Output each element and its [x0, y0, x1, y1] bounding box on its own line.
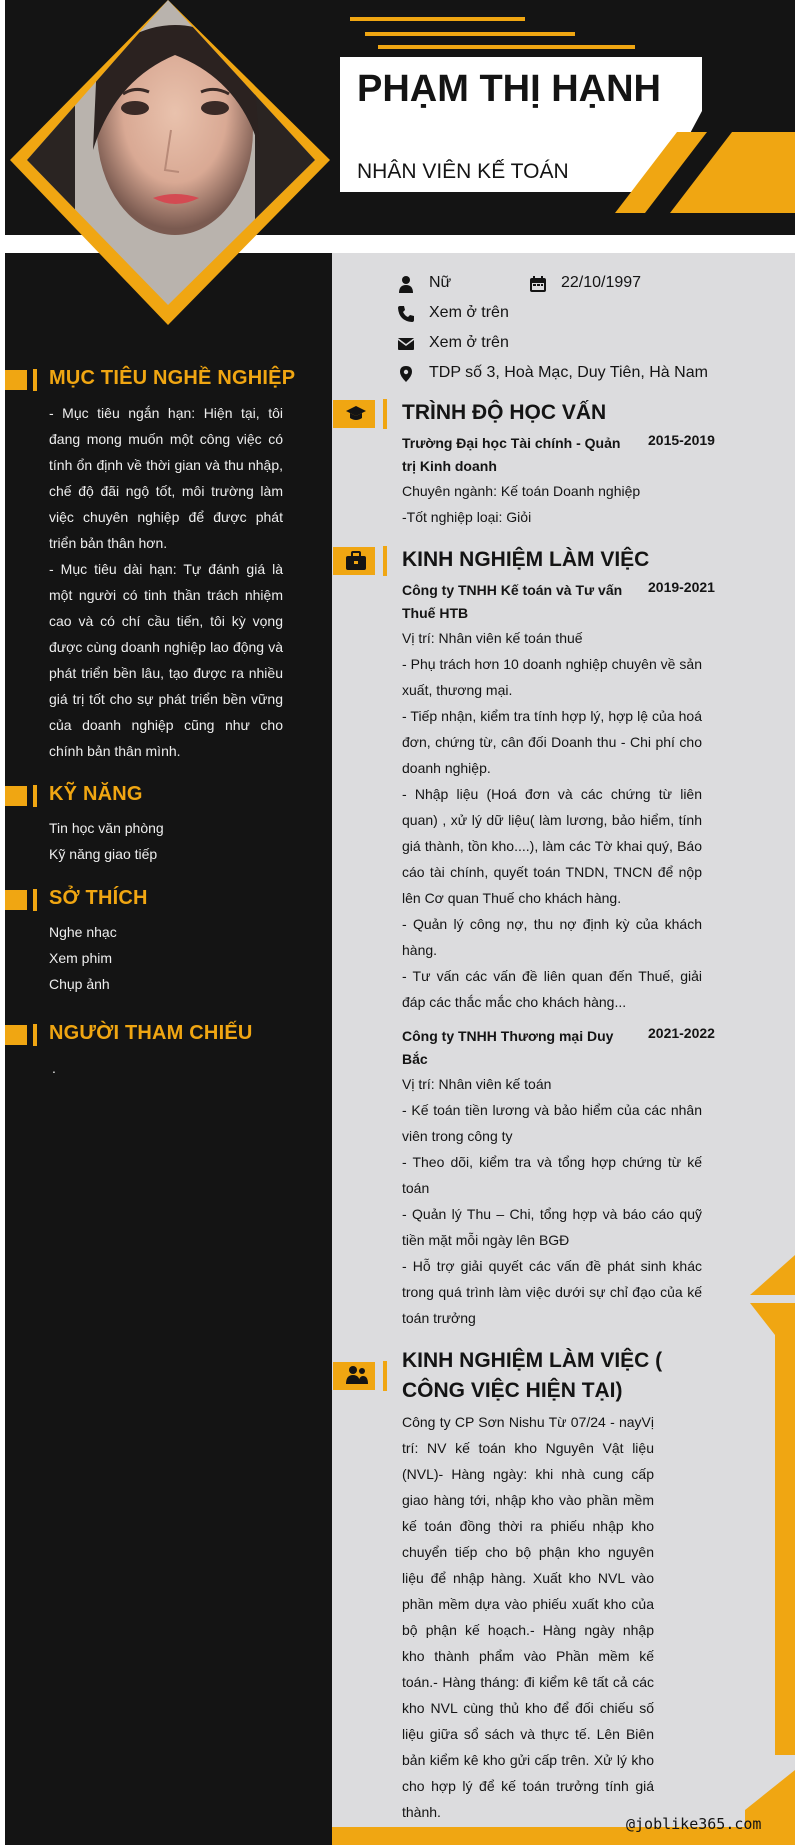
header-accent-line [378, 45, 635, 49]
section-bar [33, 785, 37, 807]
objective-long-term: - Mục tiêu dài hạn: Tự đánh giá là một người có tinh thần trách nhiệm cao và có chí cầu tiến, tôi kỳ vọng được cùng doanh nghiệp lao động và phát triển bền lâu, tạo được ra nhiều giá trị tốt cho sự phát triển bền vững của doanh nghiệp cũng như cho chính bản thân mình. [49, 561, 283, 759]
school-name-cont: trị Kinh doanh [402, 458, 497, 474]
email-icon [397, 335, 415, 353]
briefcase-icon [345, 550, 367, 572]
job-description: Vị trí: Nhân viên kế toán thuế - Phụ trách hơn 10 doanh nghiệp chuyên về sản xuất, thương mại. - Tiếp nhận, kiểm tra tính hợp lý, hợp lệ của hoá đơn, chứng từ, cân đối Doanh thu - Chi phí cho doanh nghiệp. - Nhập liệu (Hoá đơn và các chứng từ liên quan) , xử lý dữ liệu( làm lương, bảo hiểm, tính giá thành, tồn kho....), làm các Tờ khai quý, Báo cáo tài chính, quyết toán TNDN, TNCN để nộp lên Cơ quan Thuế cho khách hàng. - Quản lý công nợ, thu nợ định kỳ của khách hàng. - Tư vấn các vấn đề liên quan đến Thuế, giải đáp các thắc mắc cho khách hàng... [402, 630, 702, 1010]
section-bar [33, 889, 37, 911]
section-marker [5, 786, 27, 806]
skill-item: Kỹ năng giao tiếp [49, 846, 158, 862]
section-bar [33, 369, 37, 391]
birthday-text: 22/10/1997 [561, 274, 642, 291]
section-marker [5, 1025, 27, 1045]
references-text: . [52, 1060, 56, 1076]
graduation-cap-icon [345, 403, 367, 425]
section-marker [5, 890, 27, 910]
skills-heading: KỸ NĂNG [49, 783, 143, 805]
candidate-name: PHẠM THỊ HẠNH [357, 68, 661, 110]
users-icon [345, 1364, 369, 1386]
gender-text: Nữ [429, 274, 452, 291]
section-bar [383, 546, 387, 576]
current-job-heading: KINH NGHIỆM LÀM VIỆC ( CÔNG VIỆC HIỆN TẠI) [402, 1349, 663, 1402]
school-name: Trường Đại học Tài chính - Quản [402, 435, 621, 451]
hobby-item: Xem phim [49, 950, 113, 966]
skill-item: Tin học văn phòng [49, 820, 164, 836]
candidate-title: NHÂN VIÊN KẾ TOÁN [357, 160, 569, 183]
hobby-item: Chụp ảnh [49, 976, 110, 992]
section-marker [5, 370, 27, 390]
job-description: Vị trí: Nhân viên kế toán - Kế toán tiền lương và bảo hiểm của các nhân viên trong công ty - Theo dõi, kiểm tra và tổng hợp chứng từ kế toán - Quản lý Thu – Chi, tổng hợp và báo cáo quỹ tiền mặt mỗi ngày lên BGĐ - Hỗ trợ giải quyết các vấn đề phát sinh khác trong quá trình làm việc dưới sự chỉ đạo của kế toán trưởng [402, 1076, 702, 1326]
hobby-item: Nghe nhạc [49, 924, 117, 940]
header-accent-line [365, 32, 575, 36]
objective-heading: MỤC TIÊU NGHỀ NGHIỆP [49, 367, 296, 389]
job-years: 2019-2021 [648, 579, 715, 595]
phone-icon [397, 305, 415, 323]
watermark: @joblike365.com [626, 1815, 762, 1833]
job-years: 2021-2022 [648, 1025, 715, 1041]
email-text: Xem ở trên [429, 334, 509, 351]
header-stripes [615, 132, 795, 213]
current-job-description: Công ty CP Sơn Nishu Từ 07/24 - nayVị trí: NV kế toán kho Nguyên Vật liệu (NVL)- Hàng ngày: khi nhà cung cấp giao hàng tới, nhập kho vào phần mềm kế toán đồng thời ra phiếu nhập kho chuyển tiếp cho bộ phận kho nguyên liệu để nhập hàng. Xuất kho NVL vào phần mềm dựa vào phiếu xuất kho của bộ phận kế hoạch.- Hàng ngày nhập kho thành phẩm vào Phần mềm kế toán.- Hàng tháng: đi kiểm kê tất cả các kho NVL cùng thủ kho để đối chiếu số liệu giữa sổ sách và thực tế. Lên Biên bản kiểm kê kho gửi cấp trên. Xử lý kho cho hợp lý để kế toán trưởng tính giá thành. [402, 1414, 654, 1820]
section-bar [33, 1024, 37, 1046]
references-heading: NGƯỜI THAM CHIẾU [49, 1022, 253, 1044]
section-bar [383, 1361, 387, 1391]
section-bar [383, 399, 387, 429]
education-grade: -Tốt nghiệp loại: Giỏi [402, 509, 532, 525]
education-heading: TRÌNH ĐỘ HỌC VẤN [402, 401, 607, 424]
calendar-icon [529, 275, 547, 293]
photo-frame [5, 0, 335, 330]
person-icon [397, 275, 415, 293]
experience-heading: KINH NGHIỆM LÀM VIỆC [402, 548, 650, 571]
job-company: Công ty TNHH Kế toán và Tư vấn [402, 582, 623, 598]
education-major: Chuyên ngành: Kế toán Doanh nghiệp [402, 483, 641, 499]
hobbies-heading: SỞ THÍCH [49, 887, 148, 909]
job-company: Công ty TNHH Thương mại Duy [402, 1028, 614, 1044]
education-years: 2015-2019 [648, 432, 715, 448]
location-icon [397, 365, 415, 383]
objective-short-term: - Mục tiêu ngắn hạn: Hiện tại, tôi đang mong muốn một công việc có tính ổn định về thời gian và thu nhập, chế độ đãi ngộ tốt, môi trường làm việc chuyên nghiệp để được phát triển bản thân hơn. [49, 405, 283, 551]
job-company-cont: Bắc [402, 1051, 428, 1067]
phone-text: Xem ở trên [429, 304, 509, 321]
address-text: TDP số 3, Hoà Mạc, Duy Tiên, Hà Nam [429, 364, 708, 381]
header-accent-line [350, 17, 525, 21]
decor-shapes [745, 1255, 795, 1845]
job-company-cont: Thuế HTB [402, 605, 469, 621]
